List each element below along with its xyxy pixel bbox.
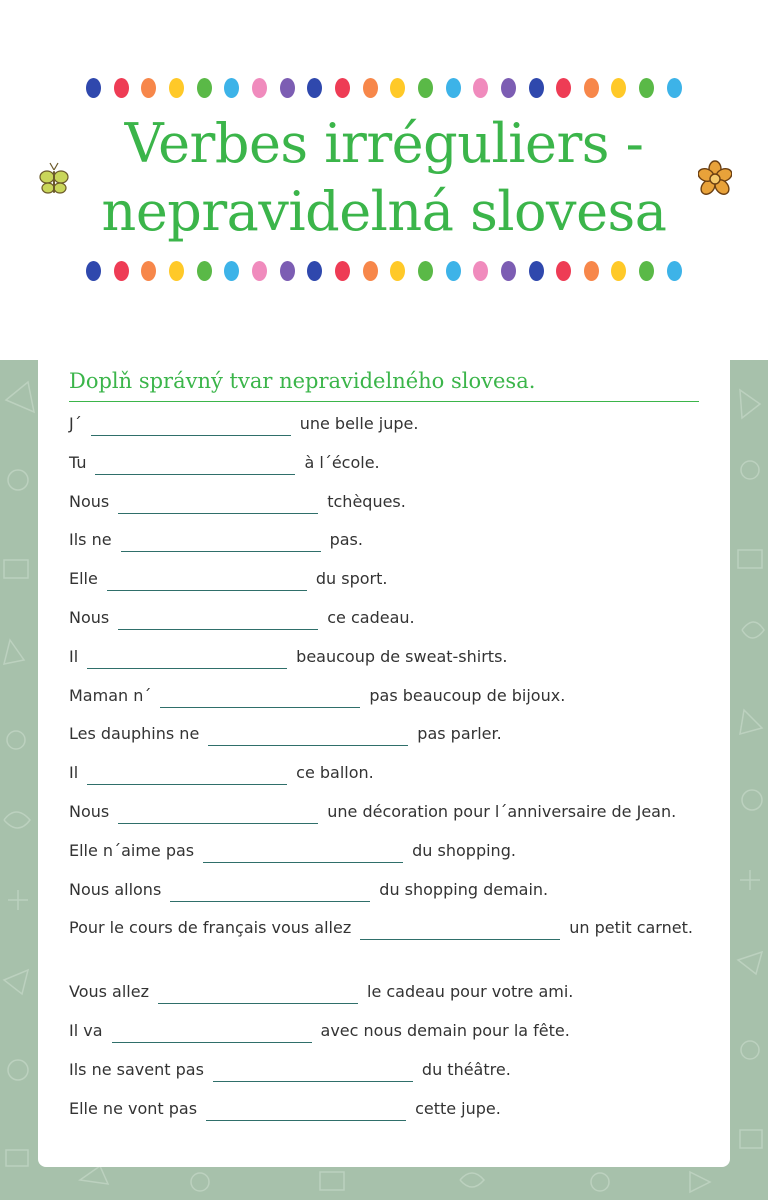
answer-blank[interactable] xyxy=(213,1063,413,1082)
sentence-end: du shopping demain. xyxy=(379,879,549,899)
exercise-item xyxy=(69,1017,701,1056)
sentence-end: un petit carnet. xyxy=(569,918,693,938)
decor-dot xyxy=(86,78,101,98)
exercise-item xyxy=(69,604,701,643)
sentence-start: Vous allez xyxy=(69,982,149,1002)
exercise-item xyxy=(69,643,701,682)
exercise-item xyxy=(69,914,701,978)
decor-dot xyxy=(280,78,295,98)
decor-dot xyxy=(473,78,488,98)
decor-dot xyxy=(197,78,212,98)
answer-blank[interactable] xyxy=(91,417,291,436)
decor-dot xyxy=(556,261,571,281)
sentence-end: pas. xyxy=(329,530,363,550)
sentence-start: Ils ne xyxy=(69,530,112,550)
sentence-end: à l´école. xyxy=(304,452,380,472)
sentence-start: Il xyxy=(69,763,79,783)
dot-row-top xyxy=(86,78,682,98)
decor-dot xyxy=(224,261,239,281)
decor-dot xyxy=(529,78,544,98)
decor-dot xyxy=(335,261,350,281)
decor-dot xyxy=(363,78,378,98)
decor-dot xyxy=(584,78,599,98)
answer-blank[interactable] xyxy=(360,921,560,940)
answer-blank[interactable] xyxy=(206,1102,406,1121)
answer-blank[interactable] xyxy=(121,533,321,552)
decor-dot xyxy=(280,261,295,281)
exercise-item xyxy=(69,682,701,721)
decor-dot xyxy=(584,261,599,281)
decor-dot xyxy=(529,261,544,281)
decor-dot xyxy=(307,78,322,98)
sentence-start: Pour le cours de français vous allez xyxy=(69,918,352,938)
sentence-end: du théâtre. xyxy=(421,1059,511,1079)
decor-dot xyxy=(141,78,156,98)
sentence-start: Ils ne savent pas xyxy=(69,1059,204,1079)
sentence-end: pas beaucoup de bijoux. xyxy=(369,685,566,705)
dot-row-bottom xyxy=(86,261,682,281)
exercise-item xyxy=(69,720,701,759)
sentence-start: J´ xyxy=(69,414,82,433)
decor-dot xyxy=(611,261,626,281)
decor-dot xyxy=(446,78,461,98)
sentence-end: du shopping. xyxy=(412,840,516,860)
sentence-start: Nous allons xyxy=(69,879,162,899)
decor-dot xyxy=(363,261,378,281)
sentence-start: Il va xyxy=(69,1021,103,1041)
sentence-end: avec nous demain pour la fête. xyxy=(320,1021,570,1041)
exercise-item xyxy=(69,449,701,488)
decor-dot xyxy=(501,78,516,98)
decor-dot xyxy=(639,78,654,98)
exercise-list xyxy=(69,410,701,1134)
decor-dot xyxy=(252,261,267,281)
sentence-start: Elle n´aime pas xyxy=(69,840,195,860)
sentence-start: Elle xyxy=(69,569,98,589)
worksheet-header xyxy=(0,0,768,360)
decor-dot xyxy=(169,78,184,98)
sentence-end: le cadeau pour votre ami. xyxy=(367,982,574,1002)
decor-dot xyxy=(390,78,405,98)
answer-blank[interactable] xyxy=(95,456,295,475)
sentence-start: Nous xyxy=(69,801,110,821)
answer-blank[interactable] xyxy=(118,805,318,824)
answer-blank[interactable] xyxy=(208,727,408,746)
decor-dot xyxy=(169,261,184,281)
sentence-start: Les dauphins ne xyxy=(69,724,200,744)
sentence-end: beaucoup de sweat-shirts. xyxy=(296,646,508,666)
decor-dot xyxy=(197,261,212,281)
exercise-item xyxy=(69,978,701,1017)
exercise-item xyxy=(69,410,701,449)
exercise-item xyxy=(69,876,701,915)
decor-dot xyxy=(418,261,433,281)
decor-dot xyxy=(252,78,267,98)
decor-dot xyxy=(639,261,654,281)
sentence-end: ce cadeau. xyxy=(327,607,415,627)
answer-blank[interactable] xyxy=(87,650,287,669)
decor-dot xyxy=(501,261,516,281)
decor-dot xyxy=(114,261,129,281)
answer-blank[interactable] xyxy=(87,766,287,785)
title-line-1: Verbes irréguliers - xyxy=(124,112,644,175)
instruction-heading: Doplň správný tvar nepravidelného slovesa. xyxy=(69,365,699,402)
answer-blank[interactable] xyxy=(158,985,358,1004)
sentence-end: ce ballon. xyxy=(296,763,374,783)
decor-dot xyxy=(114,78,129,98)
sentence-start: Maman n´ xyxy=(69,685,152,705)
decor-dot xyxy=(556,78,571,98)
sentence-end: du sport. xyxy=(315,569,388,589)
decor-dot xyxy=(224,78,239,98)
sentence-end: pas parler. xyxy=(417,724,502,744)
sentence-end: cette jupe. xyxy=(415,1098,501,1118)
sentence-start: Nous xyxy=(69,607,110,627)
sentence-start: Il xyxy=(69,646,79,666)
exercise-item xyxy=(69,759,701,798)
worksheet-card xyxy=(38,360,730,1167)
answer-blank[interactable] xyxy=(118,611,318,630)
answer-blank[interactable] xyxy=(112,1024,312,1043)
worksheet-title xyxy=(0,110,768,246)
exercise-item xyxy=(69,488,701,527)
exercise-item xyxy=(69,565,701,604)
sentence-end: une belle jupe. xyxy=(299,414,419,433)
decor-dot xyxy=(86,261,101,281)
exercise-item xyxy=(69,798,701,837)
exercise-item xyxy=(69,1056,701,1095)
sentence-end: une décoration pour l´anniversaire de Jean. xyxy=(327,801,677,821)
decor-dot xyxy=(611,78,626,98)
exercise-item xyxy=(69,1095,701,1134)
answer-blank[interactable] xyxy=(107,572,307,591)
decor-dot xyxy=(667,261,682,281)
decor-dot xyxy=(446,261,461,281)
decor-dot xyxy=(667,78,682,98)
decor-dot xyxy=(473,261,488,281)
sentence-start: Nous xyxy=(69,491,110,511)
answer-blank[interactable] xyxy=(170,883,370,902)
decor-dot xyxy=(418,78,433,98)
flower-icon xyxy=(698,158,732,200)
exercise-item xyxy=(69,837,701,876)
exercise-item xyxy=(69,526,701,565)
title-line-2: nepravidelná slovesa xyxy=(101,180,667,243)
sentence-end: tchèques. xyxy=(327,491,406,511)
decor-dot xyxy=(335,78,350,98)
answer-blank[interactable] xyxy=(203,844,403,863)
sentence-start: Elle ne vont pas xyxy=(69,1098,198,1118)
answer-blank[interactable] xyxy=(160,689,360,708)
decor-dot xyxy=(141,261,156,281)
decor-dot xyxy=(307,261,322,281)
sentence-start: Tu xyxy=(69,452,87,472)
answer-blank[interactable] xyxy=(118,495,318,514)
decor-dot xyxy=(390,261,405,281)
